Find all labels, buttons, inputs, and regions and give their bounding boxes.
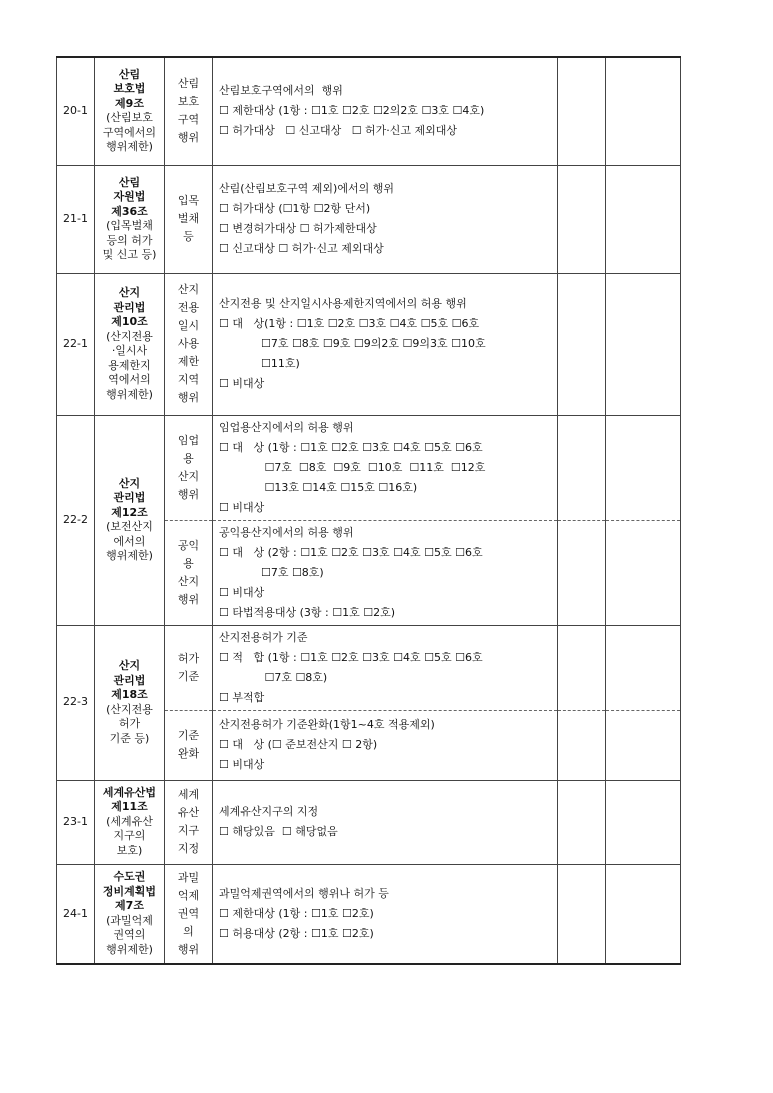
law-article: 산림 보호법 제9조	[113, 67, 146, 110]
checkbox-line[interactable]: ☐ 허가대상 (☐1항 ☐2항 단서)	[219, 202, 371, 215]
blank-cell[interactable]	[606, 520, 681, 625]
law-reference	[95, 625, 165, 780]
description-heading: ☐7호 ☐8호 ☐9호 ☐10호 ☐11호 ☐12호	[219, 460, 486, 474]
description-cell	[213, 165, 558, 273]
description-heading: 공익용산지에서의 허용 행위	[219, 525, 354, 539]
description-heading: 산지전용허가 기준완화(1항1~4호 적용제외)	[219, 718, 435, 731]
checkbox-line[interactable]: ☐ 비대상	[219, 377, 265, 390]
blank-cell[interactable]	[558, 780, 606, 864]
law-article: 수도권 정비계획법 제7조	[102, 870, 157, 913]
description-heading: 임업용산지에서의 허용 행위	[219, 420, 354, 434]
blank-cell[interactable]	[606, 57, 681, 165]
description-cell	[213, 415, 558, 520]
law-article: 산림 자원법 제36조	[111, 175, 148, 218]
blank-cell[interactable]	[558, 864, 606, 964]
row-number: 20-1	[57, 57, 95, 165]
category-label: 산림 보호 구역 행위	[165, 57, 213, 165]
checkbox-line[interactable]: ☐ 비대상	[219, 758, 265, 771]
description-heading: 산림(산림보호구역 제외)에서의 행위	[219, 182, 394, 195]
blank-cell[interactable]	[606, 864, 681, 964]
description-cell	[213, 520, 558, 625]
row-number: 24-1	[57, 864, 95, 964]
blank-cell[interactable]	[558, 520, 606, 625]
checkbox-line[interactable]: ☐ 비대상	[219, 500, 265, 514]
category-label: 입목 벌채 등	[165, 165, 213, 273]
category-label: 세계 유산 지구 지정	[165, 780, 213, 864]
description-heading: ☐11호)	[219, 357, 300, 370]
table-row	[57, 273, 681, 415]
description-cell	[213, 625, 558, 710]
blank-cell[interactable]	[606, 780, 681, 864]
row-number: 22-3	[57, 625, 95, 780]
checkbox-line[interactable]: ☐ 신고대상 ☐ 허가·신고 제외대상	[219, 242, 384, 255]
law-description: (보전산지 에서의 행위제한)	[106, 520, 153, 562]
law-article: 산지 관리법 제18조	[111, 659, 148, 701]
description-cell	[213, 864, 558, 964]
regulation-table	[56, 56, 681, 965]
category-label: 허가 기준	[165, 625, 213, 710]
blank-cell[interactable]	[558, 415, 606, 520]
blank-cell[interactable]	[606, 415, 681, 520]
law-description: (산지전용 ·일시사 용제한지 역에서의 행위제한)	[106, 329, 153, 401]
checkbox-line[interactable]: ☐ 대 상(1항 : ☐1호 ☐2호 ☐3호 ☐4호 ☐5호 ☐6호	[219, 317, 480, 330]
blank-cell[interactable]	[558, 273, 606, 415]
checkbox-line[interactable]: ☐ 타법적용대상 (3항 : ☐1호 ☐2호)	[219, 605, 395, 619]
law-description: (산림보호 구역에서의 행위제한)	[102, 111, 157, 154]
blank-cell[interactable]	[606, 165, 681, 273]
law-reference	[95, 864, 165, 964]
table-row	[57, 57, 681, 165]
law-description: (세계유산 지구의 보호)	[106, 814, 153, 857]
checkbox-line[interactable]: ☐ 허가대상 ☐ 신고대상 ☐ 허가·신고 제외대상	[219, 124, 458, 138]
category-label: 기준 완화	[165, 710, 213, 780]
table-body	[57, 57, 681, 964]
table-row	[57, 165, 681, 273]
description-cell	[213, 57, 558, 165]
table-row	[57, 625, 681, 710]
description-heading: 세계유산지구의 지정	[219, 805, 319, 818]
law-reference	[95, 57, 165, 165]
blank-cell[interactable]	[606, 710, 681, 780]
blank-cell[interactable]	[558, 625, 606, 710]
description-heading: ☐7호 ☐8호)	[219, 670, 328, 684]
blank-cell[interactable]	[558, 57, 606, 165]
description-heading: ☐13호 ☐14호 ☐15호 ☐16호)	[219, 480, 418, 494]
category-label: 임업 용 산지 행위	[165, 415, 213, 520]
law-description: (산지전용 허가 기준 등)	[106, 702, 153, 745]
law-article: 산지 관리법 제10조	[111, 286, 148, 328]
law-article: 산지 관리법 제12조	[111, 476, 148, 519]
category-label: 공익 용 산지 행위	[165, 520, 213, 625]
row-number: 22-2	[57, 415, 95, 625]
row-number: 23-1	[57, 780, 95, 864]
description-heading: 과밀억제권역에서의 행위나 허가 등	[219, 886, 389, 900]
law-reference	[95, 165, 165, 273]
checkbox-line[interactable]: ☐ 변경허가대상 ☐ 허가제한대상	[219, 222, 377, 235]
blank-cell[interactable]	[606, 273, 681, 415]
row-number: 22-1	[57, 273, 95, 415]
checkbox-line[interactable]: ☐ 제한대상 (1항 : ☐1호 ☐2호 ☐2의2호 ☐3호 ☐4호)	[219, 104, 485, 118]
checkbox-line[interactable]: ☐ 비대상	[219, 585, 265, 599]
description-heading: ☐7호 ☐8호)	[219, 565, 324, 579]
law-description: (입목벌채 등의 허가 및 신고 등)	[102, 219, 157, 261]
description-cell	[213, 780, 558, 864]
description-cell	[213, 273, 558, 415]
blank-cell[interactable]	[558, 165, 606, 273]
law-reference	[95, 415, 165, 625]
blank-cell[interactable]	[558, 710, 606, 780]
law-reference	[95, 273, 165, 415]
table-row	[57, 780, 681, 864]
law-description: (과밀억제 권역의 행위제한)	[106, 913, 153, 956]
checkbox-line[interactable]: ☐ 대 상 (1항 : ☐1호 ☐2호 ☐3호 ☐4호 ☐5호 ☐6호	[219, 440, 483, 454]
description-heading: 산지전용 및 산지일시사용제한지역에서의 허용 행위	[219, 297, 467, 310]
description-heading: ☐7호 ☐8호 ☐9호 ☐9의2호 ☐9의3호 ☐10호	[219, 337, 486, 350]
description-cell	[213, 710, 558, 780]
description-heading: 산지전용허가 기준	[219, 630, 308, 644]
checkbox-line[interactable]: ☐ 대 상 (2항 : ☐1호 ☐2호 ☐3호 ☐4호 ☐5호 ☐6호	[219, 545, 483, 559]
row-number: 21-1	[57, 165, 95, 273]
description-heading: 산림보호구역에서의 행위	[219, 84, 343, 98]
checkbox-line[interactable]: ☐ 제한대상 (1항 : ☐1호 ☐2호)	[219, 906, 374, 920]
checkbox-line[interactable]: ☐ 해당있음 ☐ 해당없음	[219, 825, 338, 838]
law-reference	[95, 780, 165, 864]
category-label: 산지 전용 일시 사용 제한 지역 행위	[165, 273, 213, 415]
checkbox-line[interactable]: ☐ 적 합 (1항 : ☐1호 ☐2호 ☐3호 ☐4호 ☐5호 ☐6호	[219, 650, 483, 664]
checkbox-line[interactable]: ☐ 부적합	[219, 690, 265, 704]
table-row	[57, 864, 681, 964]
law-article: 세계유산법 제11조	[102, 785, 157, 814]
category-label: 과밀 억제 권역 의 행위	[165, 864, 213, 964]
checkbox-line[interactable]: ☐ 대 상 (☐ 준보전산지 ☐ 2항)	[219, 738, 378, 751]
table-row	[57, 415, 681, 520]
blank-cell[interactable]	[606, 625, 681, 710]
checkbox-line[interactable]: ☐ 허용대상 (2항 : ☐1호 ☐2호)	[219, 926, 374, 940]
